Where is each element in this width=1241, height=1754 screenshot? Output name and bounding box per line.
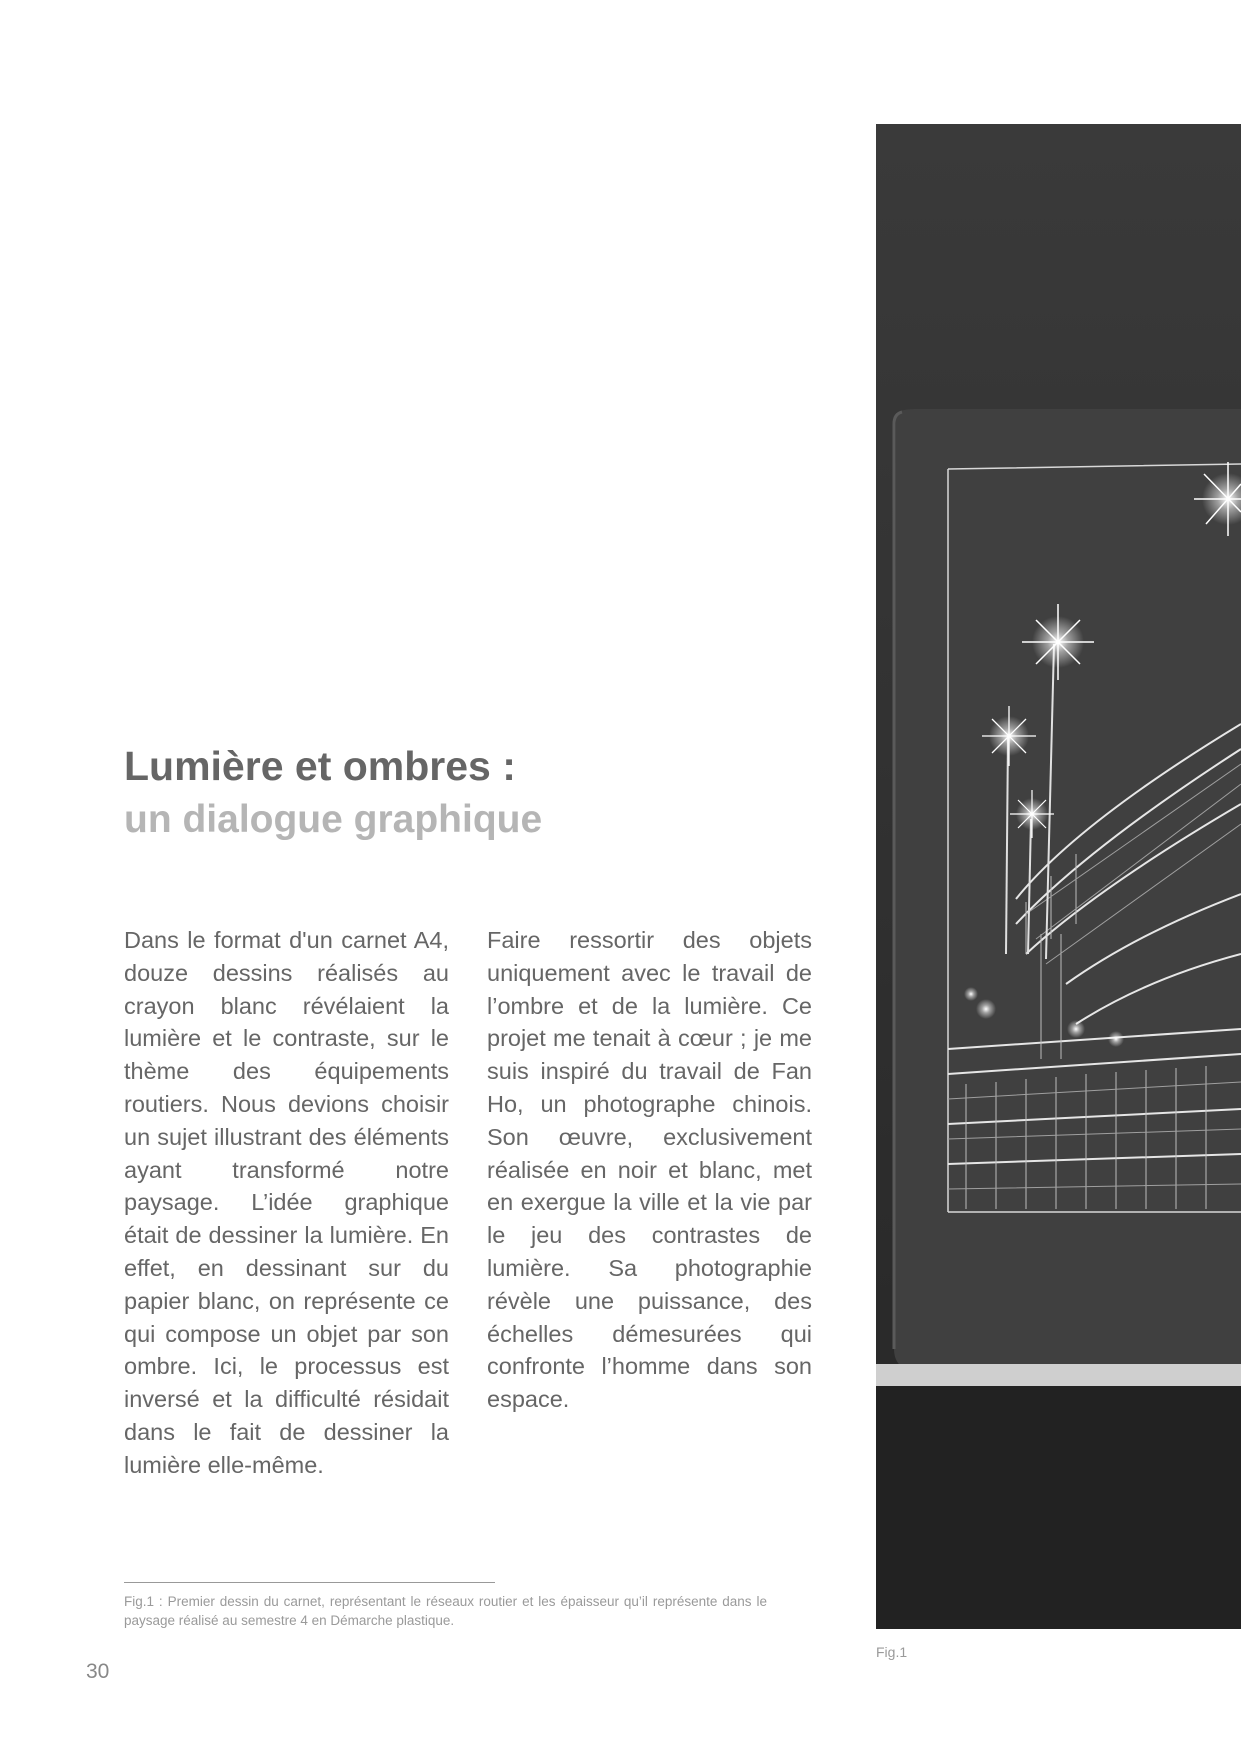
page-subtitle: un dialogue graphique [124, 798, 543, 841]
page-title: Lumière et ombres : [124, 743, 516, 789]
sketchbook-drawing-image [876, 124, 1241, 1629]
body-column-right: Faire ressortir des objets uniquement avec le travail de l’ombre et de la lumière. Ce projet me tenait à cœur ; je me suis inspiré du travail de Fan Ho, un photographe chinois. Son œuvre, exclusivement réalisée en noir et blanc, met en exergue la ville et la vie par le jeu des contrastes de lumière. Sa photographie révèle une puissance, des échelles démesurées qui confronte l’homme dans son espace. [487, 927, 812, 1413]
caption-divider [124, 1582, 495, 1583]
page-number: 30 [86, 1660, 110, 1683]
body-column-left: Dans le format d'un carnet A4, douze dessins réalisés au crayon blanc révélaient la lumière et le contraste, sur le thème des équipements routiers. Nous devions choisir un sujet illustrant des éléments ayant transformé notre paysage. L’idée graphique était de dessiner la lumière. En effet, en dessinant sur du papier blanc, on représente ce qui compose un objet par son ombre. Ici, le processus est inversé et la difficulté résidait dans le fait de dessiner la lumière elle-même. [124, 927, 449, 1478]
figure-label: Fig.1 [876, 1644, 908, 1660]
figure-photo [876, 124, 1241, 1629]
figure-caption: Fig.1 : Premier dessin du carnet, représentant le réseaux routier et les épaisseur qu’il représente dans le paysage réalisé au semestre 4 en Démarche plastique. [124, 1594, 767, 1628]
